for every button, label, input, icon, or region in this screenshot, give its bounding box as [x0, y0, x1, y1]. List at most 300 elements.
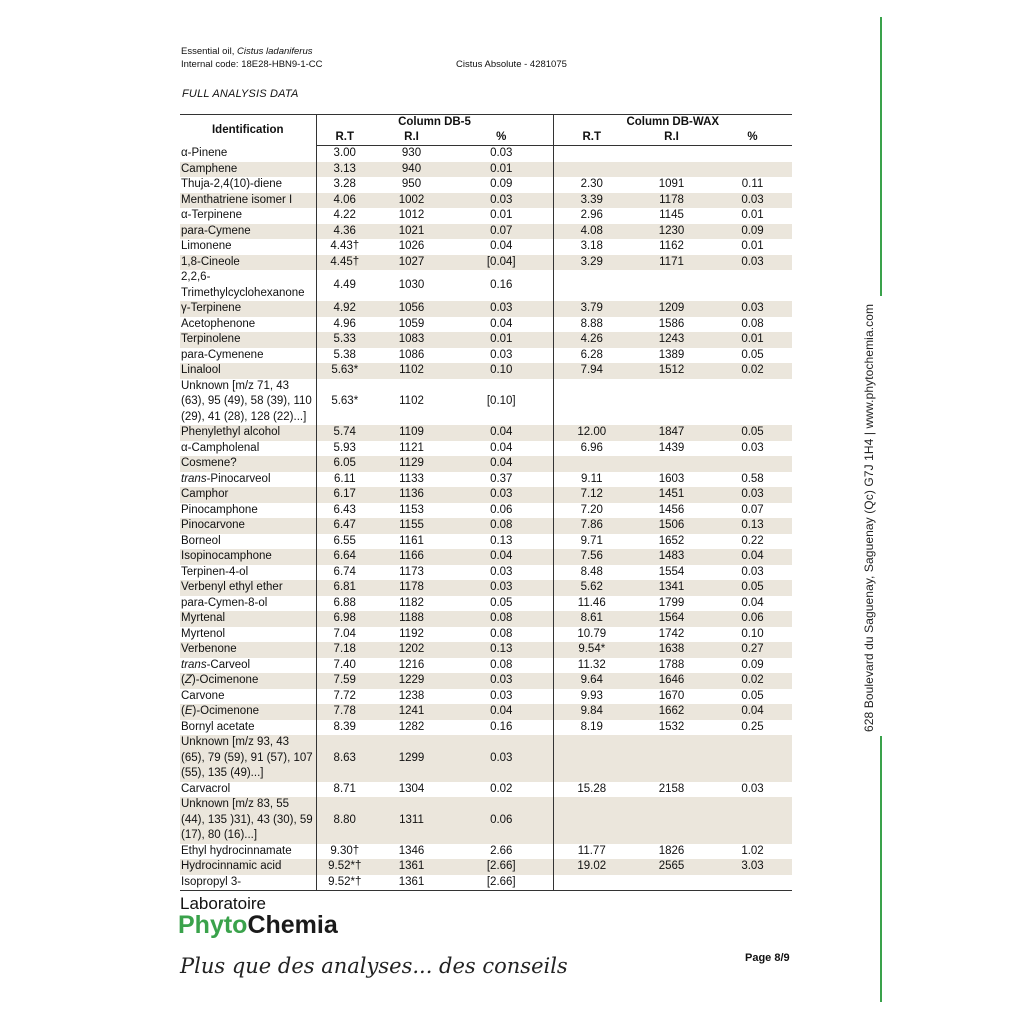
wax-pct: 0.01 [713, 332, 792, 348]
analysis-table [180, 114, 792, 891]
db5-pct: 0.01 [450, 162, 553, 178]
table-row [180, 162, 792, 178]
compound-name: Acetophenone [181, 317, 256, 330]
wax-rt: 8.88 [553, 317, 630, 333]
table-body [180, 146, 792, 891]
table-row [180, 348, 792, 364]
wax-rt: 11.46 [553, 596, 630, 612]
compound-name: Terpinen-4-ol [181, 565, 249, 578]
table-row [180, 859, 792, 875]
table-row [180, 208, 792, 224]
db5-ri: 1361 [373, 859, 450, 875]
wax-pct: 0.05 [713, 580, 792, 596]
table-row [180, 317, 792, 333]
db5-ri: 1026 [398, 240, 425, 252]
wax-rt: 7.20 [553, 503, 630, 519]
compound-name: α-Pinene [181, 146, 228, 159]
wax-ri: 1670 [658, 689, 685, 702]
db5-pct: 0.08 [450, 658, 553, 674]
db5-pct: 0.05 [450, 596, 553, 612]
compound-name: Unknown [m/z 93, 43 (65), 79 (59), 91 (57), 107 (55), 135 (49)...] [180, 735, 316, 782]
wax-ri [630, 797, 713, 844]
compound-name: Verbenyl ethyl ether [180, 580, 316, 596]
wax-rt [553, 379, 630, 426]
wax-rt: 6.28 [553, 348, 630, 364]
wax-rt: 9.71 [553, 534, 630, 550]
db5-ri: 1304 [398, 782, 425, 795]
db5-ri: 1361 [373, 875, 450, 891]
db5-rt: 8.39 [316, 720, 373, 736]
db5-ri: 1153 [399, 503, 424, 516]
wax-pct [713, 162, 792, 178]
header-internal-code: Internal code: 18E28-HBN9-1-CC [181, 59, 323, 70]
wax-ri: 1456 [658, 503, 685, 516]
table-row [180, 224, 792, 240]
wax-rt: 7.86 [553, 518, 630, 534]
db5-rt: 9.52*† [316, 859, 373, 875]
table-row [180, 642, 792, 658]
wax-ri: 1243 [630, 332, 713, 348]
wax-rt: 3.79 [553, 301, 630, 317]
wax-ri [630, 875, 713, 891]
compound-name: Ethyl hydrocinnamate [181, 844, 292, 857]
wax-ri [630, 456, 713, 472]
db5-ri: 1129 [373, 456, 450, 472]
db5-ri: 1346 [398, 844, 425, 857]
db5-pct: 0.13 [450, 642, 553, 658]
wax-rt: 7.94 [553, 363, 630, 379]
wax-ri: 1788 [658, 658, 685, 671]
db5-rt-header: R.T [316, 130, 373, 146]
compound-name: Camphene [180, 162, 316, 178]
table-row [180, 193, 792, 209]
compound-name: Pinocarvone [180, 518, 316, 534]
wax-rt: 8.48 [553, 565, 630, 581]
db5-pct: 0.03 [450, 487, 553, 503]
wax-rt: 6.96 [553, 441, 630, 457]
db5-pct: 0.07 [450, 224, 553, 240]
wax-pct: 0.05 [713, 425, 792, 441]
wax-ri: 1554 [658, 565, 685, 578]
wax-pct [713, 456, 792, 472]
db5-rt: 6.88 [316, 596, 373, 612]
wax-ri: 1178 [630, 193, 713, 209]
wax-rt: 2.96 [553, 208, 630, 224]
wax-rt [553, 797, 630, 844]
table-row [180, 689, 792, 705]
wax-ri: 1662 [630, 704, 713, 720]
wax-ri: 1847 [630, 425, 713, 441]
wax-rt: 11.77 [553, 844, 630, 860]
header-product: Cistus Absolute - 4281075 [456, 59, 567, 70]
db5-ri: 1229 [373, 673, 450, 689]
db5-pct: 0.02 [450, 782, 553, 798]
wax-ri [630, 379, 713, 426]
wax-pct [713, 270, 792, 301]
db5-rt: 4.43† [316, 239, 373, 255]
db5-rt: 4.36 [316, 224, 373, 240]
wax-pct: 0.04 [713, 549, 792, 565]
table-row [180, 844, 792, 860]
wax-ri: 1439 [658, 441, 685, 454]
wax-pct [713, 146, 792, 162]
db5-ri: 1299 [373, 735, 450, 782]
db5-ri-header: R.I [373, 130, 450, 146]
wax-pct: 0.03 [741, 441, 764, 454]
wax-ri: 1389 [658, 348, 685, 361]
table-row [180, 627, 792, 643]
wax-pct: 1.02 [741, 844, 764, 857]
table-row [180, 565, 792, 581]
db5-pct: 0.04 [450, 441, 553, 457]
db5-pct: [0.04] [450, 255, 553, 271]
db5-pct-header: % [450, 130, 553, 146]
table-row [180, 270, 792, 301]
compound-name: Myrtenol [181, 627, 226, 640]
wax-pct: 0.11 [741, 178, 764, 190]
db5-pct: 0.04 [450, 425, 553, 441]
wax-ri-header: R.I [630, 130, 713, 146]
logo-chemia: Chemia [247, 911, 338, 939]
wax-ri: 1145 [659, 209, 684, 221]
db5-rt: 4.22 [316, 208, 373, 224]
wax-pct: 0.09 [741, 658, 764, 671]
db5-ri: 940 [373, 162, 450, 178]
compound-name: Carvone [181, 689, 225, 702]
wax-rt: 11.32 [553, 658, 630, 674]
table-row [180, 441, 792, 457]
wax-pct: 0.03 [713, 255, 792, 271]
table-row [180, 363, 792, 379]
db5-rt: 6.74 [316, 565, 373, 581]
db5-rt: 5.63* [316, 379, 373, 426]
db5-pct: 0.04 [450, 704, 553, 720]
wax-ri: 2158 [658, 782, 685, 795]
db5-pct: [2.66] [450, 875, 553, 891]
wax-pct: 0.02 [713, 363, 792, 379]
table-row [180, 332, 792, 348]
wax-rt: 3.39 [553, 193, 630, 209]
db5-header: Column DB-5 [316, 115, 553, 131]
db5-rt: 3.00 [316, 146, 373, 162]
db5-ri: 1021 [373, 224, 450, 240]
compound-name: Pinocamphone [181, 503, 258, 516]
table-row [180, 658, 792, 674]
logo-laboratoire: Laboratoire [180, 894, 267, 913]
db5-rt: 7.18 [316, 642, 373, 658]
wax-rt: 19.02 [553, 859, 630, 875]
wax-ri: 1532 [658, 720, 685, 733]
db5-ri: 930 [401, 147, 422, 159]
table-row [180, 487, 792, 503]
wax-pct: 0.06 [713, 611, 792, 627]
db5-rt: 6.64 [316, 549, 373, 565]
db5-rt: 9.52*† [316, 875, 373, 891]
db5-ri: 950 [401, 178, 422, 190]
side-address-text: 628 Boulevard du Saguenay, Saguenay (Qc) G7J 1H4 | www.phytochemia.com [862, 303, 876, 732]
compound-name: Phenylethyl alcohol [180, 425, 316, 441]
db5-pct: 0.08 [450, 627, 553, 643]
tagline: Plus que des analyses... des conseils [180, 954, 568, 978]
db5-pct: 0.03 [450, 146, 553, 162]
wax-pct: 0.27 [713, 642, 792, 658]
wax-ri: 1652 [658, 534, 685, 547]
compound-name: Menthatriene isomer I [180, 193, 316, 209]
db5-ri: 1086 [398, 348, 425, 361]
db5-ri: 1188 [373, 611, 450, 627]
wax-rt: 3.29 [553, 255, 630, 271]
compound-name: trans-Pinocarveol [181, 472, 271, 485]
db5-rt: 6.05 [316, 456, 373, 472]
db5-ri: 1121 [399, 441, 424, 454]
db5-ri: 1182 [399, 596, 424, 609]
compound-name: Camphor [180, 487, 316, 503]
table-row [180, 379, 792, 426]
table-row [180, 704, 792, 720]
wax-ri: 1171 [630, 255, 713, 271]
logo-phytochemia [178, 911, 338, 940]
table-row [180, 596, 792, 612]
logo-yto: yto [209, 911, 248, 939]
wax-pct: 0.10 [741, 627, 764, 640]
compound-name: Borneol [181, 534, 221, 547]
db5-pct: 0.16 [450, 270, 553, 301]
table-row [180, 580, 792, 596]
table-row [180, 503, 792, 519]
wax-rt: 9.54* [553, 642, 630, 658]
wax-pct: 0.08 [741, 317, 764, 330]
wax-ri: 1646 [630, 673, 713, 689]
db5-rt: 8.80 [316, 797, 373, 844]
compound-name: Hydrocinnamic acid [180, 859, 316, 875]
compound-name: Myrtenal [180, 611, 316, 627]
compound-name: Verbenone [180, 642, 316, 658]
wax-rt: 4.08 [553, 224, 630, 240]
wax-rt: 4.26 [553, 332, 630, 348]
wax-ri [630, 270, 713, 301]
compound-name: Bornyl acetate [181, 720, 255, 733]
compound-name: Isopropyl 3- [180, 875, 316, 891]
db5-ri: 1161 [399, 534, 424, 547]
wax-rt: 10.79 [553, 627, 630, 643]
db5-rt: 7.78 [316, 704, 373, 720]
db5-rt: 5.33 [316, 332, 373, 348]
db5-ri: 1027 [373, 255, 450, 271]
table-row [180, 673, 792, 689]
table-row [180, 425, 792, 441]
compound-name: Unknown [m/z 83, 55 (44), 135 )31), 43 (30), 59 (17), 80 (16)...] [180, 797, 316, 844]
wax-pct: 0.22 [741, 534, 764, 547]
compound-name: trans-Carveol [181, 658, 251, 671]
table-row [180, 146, 792, 162]
compound-name: Cosmene? [180, 456, 316, 472]
wax-ri: 1603 [658, 472, 685, 485]
db5-rt: 5.38 [316, 348, 373, 364]
db5-pct: 0.03 [450, 565, 553, 581]
wax-ri: 1341 [630, 580, 713, 596]
table-row [180, 549, 792, 565]
db5-rt: 8.63 [316, 735, 373, 782]
db5-pct: 2.66 [450, 844, 553, 860]
wax-rt: 9.93 [553, 689, 630, 705]
identification-header: Identification [180, 115, 316, 146]
db5-rt: 7.72 [316, 689, 373, 705]
db5-rt: 4.06 [316, 193, 373, 209]
wax-rt: 8.19 [553, 720, 630, 736]
db5-ri: 1216 [398, 658, 425, 671]
db5-ri: 1012 [398, 209, 425, 221]
compound-name: Limonene [181, 240, 232, 252]
table-row [180, 534, 792, 550]
compound-name: Unknown [m/z 71, 43 (63), 95 (49), 58 (39), 110 (29), 41 (28), 128 (22)...] [181, 379, 312, 423]
wax-rt [553, 875, 630, 891]
wax-ri: 1638 [630, 642, 713, 658]
table-row [180, 472, 792, 488]
db5-ri: 1192 [399, 627, 424, 640]
db5-rt: 6.98 [316, 611, 373, 627]
compound-name: 1,8-Cineole [180, 255, 316, 271]
db5-rt: 9.30† [316, 844, 373, 860]
wax-ri: 2565 [630, 859, 713, 875]
table-row [180, 782, 792, 798]
wax-ri: 1209 [630, 301, 713, 317]
db5-ri: 1133 [399, 472, 424, 485]
db5-rt: 8.71 [316, 782, 373, 798]
wax-ri: 1586 [658, 317, 685, 330]
wax-ri: 1091 [658, 178, 685, 190]
db5-rt: 5.63* [316, 363, 373, 379]
db5-ri: 1102 [399, 395, 424, 407]
db5-ri: 1136 [373, 487, 450, 503]
db5-rt: 4.49 [316, 270, 373, 301]
compound-name: Carvacrol [181, 782, 231, 795]
wax-pct: 0.03 [713, 487, 792, 503]
compound-name: Linalool [180, 363, 316, 379]
db5-pct: 0.01 [450, 208, 553, 224]
db5-pct: 0.04 [450, 317, 553, 333]
wax-pct: 0.07 [741, 503, 764, 516]
db5-pct: 0.03 [450, 348, 553, 364]
wax-ri: 1230 [630, 224, 713, 240]
compound-name: (Z)-Ocimenone [180, 673, 316, 689]
page-number: Page 8/9 [745, 952, 790, 964]
db5-pct: 0.03 [450, 193, 553, 209]
wax-pct: 0.05 [741, 348, 764, 361]
db5-ri: 1166 [373, 549, 450, 565]
db5-ri: 1311 [373, 797, 450, 844]
db5-rt: 7.40 [316, 658, 373, 674]
wax-pct: 0.03 [741, 782, 764, 795]
wax-pct: 3.03 [713, 859, 792, 875]
wax-pct [713, 379, 792, 426]
db5-rt: 6.17 [316, 487, 373, 503]
db5-ri: 1282 [398, 720, 425, 733]
db5-pct: 0.03 [450, 689, 553, 705]
db5-pct: 0.03 [450, 580, 553, 596]
dbwax-header: Column DB-WAX [553, 115, 792, 131]
db5-rt: 7.04 [316, 627, 373, 643]
db5-pct: 0.04 [450, 456, 553, 472]
section-title: FULL ANALYSIS DATA [182, 88, 299, 100]
wax-ri [630, 162, 713, 178]
compound-name: 2,2,6-Trimethylcyclohexanone [181, 271, 305, 299]
db5-rt: 6.43 [316, 503, 373, 519]
wax-rt [553, 735, 630, 782]
db5-pct: 0.03 [450, 735, 553, 782]
wax-rt: 9.11 [553, 472, 630, 488]
wax-pct: 0.58 [741, 472, 764, 485]
wax-pct [713, 875, 792, 891]
db5-pct: 0.06 [450, 503, 553, 519]
db5-rt: 6.55 [316, 534, 373, 550]
db5-pct: 0.16 [450, 720, 553, 736]
wax-pct: 0.03 [713, 193, 792, 209]
table-row [180, 720, 792, 736]
wax-pct [713, 735, 792, 782]
db5-rt: 6.81 [316, 580, 373, 596]
db5-ri: 1238 [398, 689, 425, 702]
logo-ph: Ph [178, 911, 210, 939]
compound-name: Terpinolene [180, 332, 316, 348]
db5-pct: 0.04 [450, 239, 553, 255]
wax-rt: 7.56 [553, 549, 630, 565]
wax-pct: 0.01 [741, 209, 764, 221]
db5-ri: 1155 [373, 518, 450, 534]
wax-rt: 3.18 [553, 239, 630, 255]
db5-pct: 0.08 [450, 518, 553, 534]
table-row [180, 177, 792, 193]
db5-pct: 0.03 [450, 301, 553, 317]
wax-rt [553, 270, 630, 301]
wax-ri: 1512 [630, 363, 713, 379]
wax-rt: 9.84 [553, 704, 630, 720]
db5-rt: 5.74 [316, 425, 373, 441]
db5-ri: 1056 [373, 301, 450, 317]
wax-pct: 0.05 [741, 689, 764, 702]
wax-ri [630, 735, 713, 782]
db5-rt: 3.28 [316, 177, 373, 193]
db5-ri: 1109 [373, 425, 450, 441]
wax-ri: 1162 [659, 240, 684, 252]
wax-ri [630, 146, 713, 162]
wax-rt: 15.28 [553, 782, 630, 798]
table-row [180, 518, 792, 534]
db5-rt: 6.11 [316, 472, 373, 488]
db5-rt: 4.45† [316, 255, 373, 271]
db5-ri: 1241 [373, 704, 450, 720]
table-row [180, 239, 792, 255]
compound-name: Thuja-2,4(10)-diene [181, 178, 283, 190]
wax-ri: 1451 [630, 487, 713, 503]
wax-pct: 0.01 [741, 240, 764, 252]
compound-name: para-Cymene [180, 224, 316, 240]
table-row [180, 301, 792, 317]
wax-pct: 0.25 [741, 720, 764, 733]
wax-rt: 7.12 [553, 487, 630, 503]
compound-name: γ-Terpinene [180, 301, 316, 317]
db5-pct: 0.03 [450, 673, 553, 689]
wax-ri: 1799 [658, 596, 685, 609]
wax-rt: 8.61 [553, 611, 630, 627]
db5-pct: [2.66] [450, 859, 553, 875]
table-row [180, 797, 792, 844]
db5-rt: 6.47 [316, 518, 373, 534]
compound-name: Isopinocamphone [180, 549, 316, 565]
db5-rt: 7.59 [316, 673, 373, 689]
wax-pct: 0.04 [713, 704, 792, 720]
wax-rt: 5.62 [553, 580, 630, 596]
wax-ri: 1506 [630, 518, 713, 534]
